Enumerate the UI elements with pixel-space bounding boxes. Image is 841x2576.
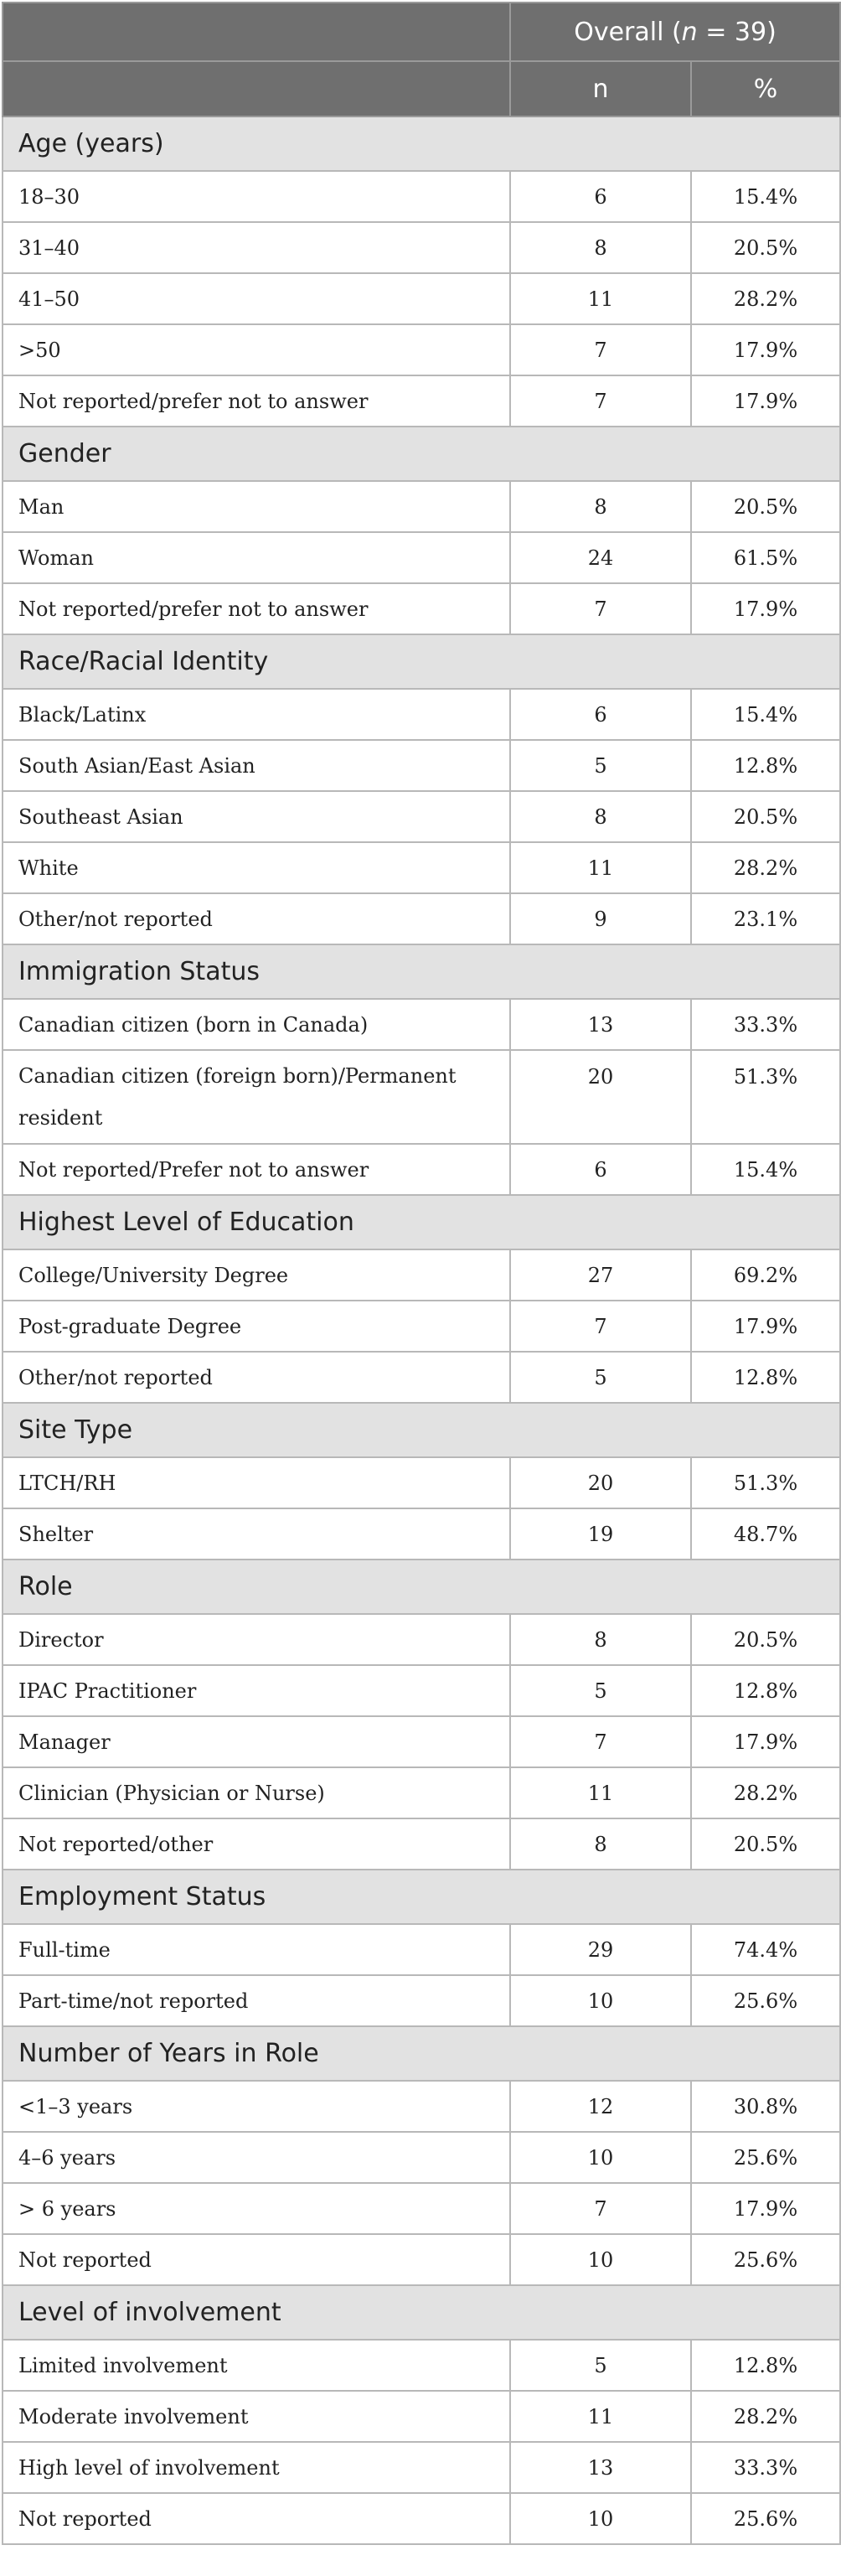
row-label: White: [3, 842, 510, 893]
row-label: Not reported: [3, 2493, 510, 2544]
section-title: Highest Level of Education: [3, 1195, 840, 1249]
row-count: 9: [510, 893, 691, 944]
row-percent: 25.6%: [691, 2234, 840, 2285]
section-header-row: [3, 944, 840, 999]
row-count: 8: [510, 791, 691, 842]
table-row: [3, 740, 840, 791]
row-count: 8: [510, 1614, 691, 1665]
row-count: 5: [510, 740, 691, 791]
row-count: 13: [510, 999, 691, 1050]
row-label: Manager: [3, 1716, 510, 1767]
row-count: 13: [510, 2442, 691, 2493]
row-label: High level of involvement: [3, 2442, 510, 2493]
row-label: Black/Latinx: [3, 689, 510, 740]
table-row: [3, 1665, 840, 1716]
row-label: Not reported/prefer not to answer: [3, 375, 510, 427]
table-row: [3, 791, 840, 842]
row-percent: 20.5%: [691, 222, 840, 273]
row-label: Full-time: [3, 1924, 510, 1975]
section-title: Level of involvement: [3, 2285, 840, 2340]
table-row: [3, 2442, 840, 2493]
row-count: 7: [510, 1301, 691, 1352]
section-header-row: [3, 1560, 840, 1614]
header-empty-cell: [3, 3, 510, 61]
overall-header: [510, 3, 840, 61]
row-count: 7: [510, 2183, 691, 2234]
row-percent: 12.8%: [691, 1665, 840, 1716]
section-title: Site Type: [3, 1403, 840, 1457]
row-percent: 15.4%: [691, 171, 840, 222]
row-count: 6: [510, 171, 691, 222]
row-percent: 69.2%: [691, 1249, 840, 1301]
row-count: 11: [510, 1767, 691, 1818]
row-percent: 25.6%: [691, 1975, 840, 2026]
table-row: [3, 1767, 840, 1818]
row-percent: 12.8%: [691, 2340, 840, 2391]
row-count: 5: [510, 1352, 691, 1403]
table-row: [3, 171, 840, 222]
table-body: [3, 3, 840, 2544]
row-label: LTCH/RH: [3, 1457, 510, 1508]
row-percent: 74.4%: [691, 1924, 840, 1975]
row-count: 5: [510, 1665, 691, 1716]
row-label: 31–40: [3, 222, 510, 273]
overall-n: n: [681, 17, 698, 47]
section-header-row: [3, 1195, 840, 1249]
row-percent: 15.4%: [691, 1144, 840, 1195]
row-percent: 51.3%: [691, 1457, 840, 1508]
table-row: [3, 893, 840, 944]
overall-prefix: Overall (: [574, 17, 682, 47]
row-count: 10: [510, 2493, 691, 2544]
row-label: Not reported/prefer not to answer: [3, 583, 510, 634]
table-row: [3, 532, 840, 583]
row-count: 10: [510, 2234, 691, 2285]
row-percent: 48.7%: [691, 1508, 840, 1560]
demographics-table: [2, 2, 841, 2545]
row-label: Director: [3, 1614, 510, 1665]
table-row: [3, 2391, 840, 2442]
row-label: Not reported: [3, 2234, 510, 2285]
row-label: <1–3 years: [3, 2081, 510, 2132]
table-row: [3, 1457, 840, 1508]
header-empty-cell: [3, 61, 510, 116]
row-count: 10: [510, 1975, 691, 2026]
row-count: 20: [510, 1050, 691, 1144]
row-label: >50: [3, 324, 510, 375]
row-count: 6: [510, 1144, 691, 1195]
table-row: [3, 1050, 840, 1144]
row-count: 10: [510, 2132, 691, 2183]
header-row-columns: [3, 61, 840, 116]
section-title: Employment Status: [3, 1870, 840, 1924]
table-row: [3, 324, 840, 375]
section-title: Gender: [3, 427, 840, 481]
row-percent: 17.9%: [691, 375, 840, 427]
column-header-n: n: [510, 61, 691, 116]
table-row: [3, 1144, 840, 1195]
row-count: 27: [510, 1249, 691, 1301]
table-row: [3, 1716, 840, 1767]
row-percent: 33.3%: [691, 2442, 840, 2493]
overall-suffix: = 39): [697, 17, 777, 47]
row-label: Woman: [3, 532, 510, 583]
table-row: [3, 273, 840, 324]
row-label: Canadian citizen (born in Canada): [3, 999, 510, 1050]
row-percent: 17.9%: [691, 324, 840, 375]
row-count: 7: [510, 1716, 691, 1767]
row-count: 6: [510, 689, 691, 740]
row-count: 24: [510, 532, 691, 583]
row-label: Other/not reported: [3, 1352, 510, 1403]
section-title: Number of Years in Role: [3, 2026, 840, 2081]
row-label: 18–30: [3, 171, 510, 222]
row-label: Man: [3, 481, 510, 532]
row-count: 5: [510, 2340, 691, 2391]
table-row: [3, 2340, 840, 2391]
table-row: [3, 1249, 840, 1301]
table-row: [3, 689, 840, 740]
row-count: 20: [510, 1457, 691, 1508]
row-percent: 33.3%: [691, 999, 840, 1050]
table-row: [3, 999, 840, 1050]
row-label: Moderate involvement: [3, 2391, 510, 2442]
row-label: 41–50: [3, 273, 510, 324]
row-label: South Asian/East Asian: [3, 740, 510, 791]
section-header-row: [3, 1403, 840, 1457]
section-header-row: [3, 1870, 840, 1924]
row-label: Other/not reported: [3, 893, 510, 944]
row-label: Clinician (Physician or Nurse): [3, 1767, 510, 1818]
row-count: 12: [510, 2081, 691, 2132]
row-count: 8: [510, 481, 691, 532]
row-label: Southeast Asian: [3, 791, 510, 842]
row-percent: 28.2%: [691, 2391, 840, 2442]
row-count: 11: [510, 2391, 691, 2442]
row-count: 11: [510, 273, 691, 324]
row-percent: 61.5%: [691, 532, 840, 583]
row-percent: 28.2%: [691, 273, 840, 324]
row-label: Not reported/Prefer not to answer: [3, 1144, 510, 1195]
table-row: [3, 842, 840, 893]
table-row: [3, 1508, 840, 1560]
table-row: [3, 481, 840, 532]
row-percent: 51.3%: [691, 1050, 840, 1144]
row-percent: 20.5%: [691, 1818, 840, 1870]
table-row: [3, 1614, 840, 1665]
table-row: [3, 2132, 840, 2183]
row-label: IPAC Practitioner: [3, 1665, 510, 1716]
row-label: Limited involvement: [3, 2340, 510, 2391]
table-row: [3, 1924, 840, 1975]
row-percent: 28.2%: [691, 842, 840, 893]
row-percent: 25.6%: [691, 2132, 840, 2183]
row-label: Not reported/other: [3, 1818, 510, 1870]
section-title: Age (years): [3, 116, 840, 171]
row-label: Post-graduate Degree: [3, 1301, 510, 1352]
row-percent: 25.6%: [691, 2493, 840, 2544]
row-count: 7: [510, 375, 691, 427]
row-percent: 28.2%: [691, 1767, 840, 1818]
table-row: [3, 1301, 840, 1352]
row-percent: 15.4%: [691, 689, 840, 740]
table-row: [3, 2234, 840, 2285]
section-title: Race/Racial Identity: [3, 634, 840, 689]
table-row: [3, 222, 840, 273]
section-title: Immigration Status: [3, 944, 840, 999]
section-header-row: [3, 427, 840, 481]
row-percent: 20.5%: [691, 481, 840, 532]
row-percent: 20.5%: [691, 791, 840, 842]
table-row: [3, 2493, 840, 2544]
row-percent: 30.8%: [691, 2081, 840, 2132]
table-row: [3, 1352, 840, 1403]
row-percent: 17.9%: [691, 583, 840, 634]
row-count: 19: [510, 1508, 691, 1560]
row-count: 29: [510, 1924, 691, 1975]
table-row: [3, 1818, 840, 1870]
row-label: 4–6 years: [3, 2132, 510, 2183]
table-row: [3, 2081, 840, 2132]
row-percent: 17.9%: [691, 1716, 840, 1767]
section-title: Role: [3, 1560, 840, 1614]
row-percent: 23.1%: [691, 893, 840, 944]
row-count: 7: [510, 583, 691, 634]
section-header-row: [3, 2285, 840, 2340]
section-header-row: [3, 2026, 840, 2081]
row-count: 11: [510, 842, 691, 893]
column-header-percent: %: [691, 61, 840, 116]
row-label: College/University Degree: [3, 1249, 510, 1301]
header-row-overall: [3, 3, 840, 61]
section-header-row: [3, 634, 840, 689]
table-row: [3, 1975, 840, 2026]
row-label: Canadian citizen (foreign born)/Permanent resident: [3, 1050, 510, 1144]
table-row: [3, 2183, 840, 2234]
row-percent: 12.8%: [691, 1352, 840, 1403]
row-label: Part-time/not reported: [3, 1975, 510, 2026]
row-count: 8: [510, 222, 691, 273]
table-row: [3, 375, 840, 427]
row-label: Shelter: [3, 1508, 510, 1560]
row-count: 8: [510, 1818, 691, 1870]
row-percent: 17.9%: [691, 1301, 840, 1352]
table-row: [3, 583, 840, 634]
row-label: > 6 years: [3, 2183, 510, 2234]
row-percent: 12.8%: [691, 740, 840, 791]
section-header-row: [3, 116, 840, 171]
row-percent: 20.5%: [691, 1614, 840, 1665]
row-count: 7: [510, 324, 691, 375]
row-percent: 17.9%: [691, 2183, 840, 2234]
